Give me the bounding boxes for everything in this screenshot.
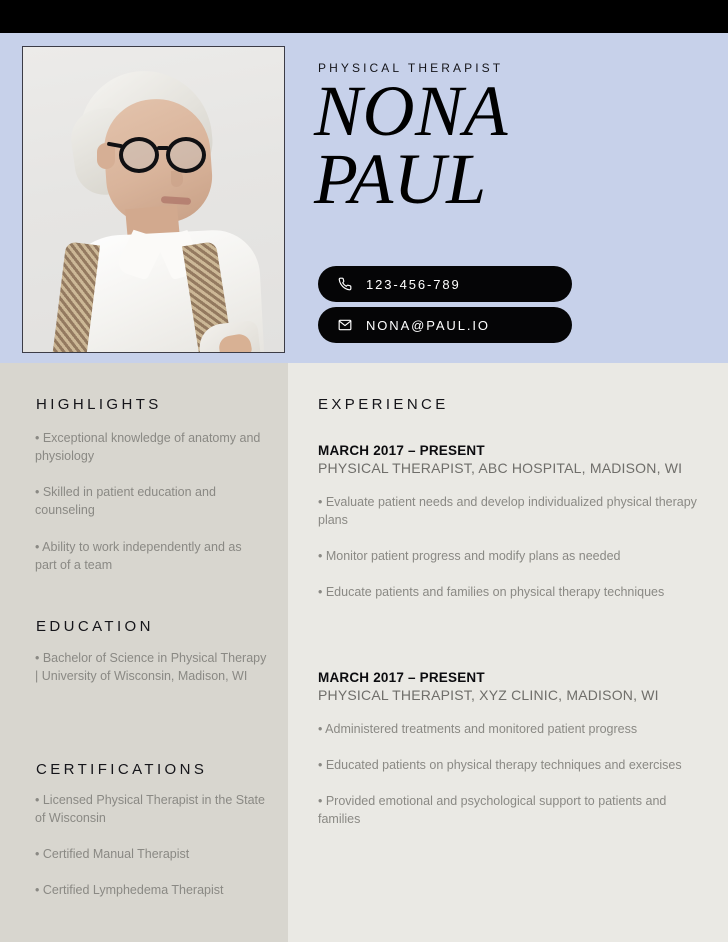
- photo-glasses-left-lens: [119, 137, 159, 173]
- list-item: • Provided emotional and psychological support to patients and families: [318, 794, 667, 827]
- photo-glasses-right-lens: [166, 137, 206, 173]
- phone-number: 123-456-789: [366, 276, 461, 292]
- contact-phone-button[interactable]: [318, 266, 572, 302]
- photo-glasses-bridge: [157, 146, 169, 150]
- photo-nose: [171, 171, 183, 187]
- photo-ear: [97, 143, 115, 169]
- list-item: • Educated patients on physical therapy techniques and exercises: [318, 758, 682, 773]
- job-title: PHYSICAL THERAPIST, ABC HOSPITAL, MADISON, WI: [318, 460, 683, 476]
- job-title: PHYSICAL THERAPIST, XYZ CLINIC, MADISON, WI: [318, 687, 659, 703]
- list-item: • Certified Lymphedema Therapist: [35, 883, 224, 898]
- job-date: MARCH 2017 – PRESENT: [318, 443, 485, 458]
- experience-entry: [318, 670, 708, 829]
- section-heading-experience: EXPERIENCE: [318, 396, 449, 413]
- experience-entry: [318, 443, 708, 602]
- profile-photo-frame: [22, 46, 285, 353]
- job-responsibilities: [318, 493, 708, 602]
- list-item: • Exceptional knowledge of anatomy and physiology: [35, 431, 261, 464]
- list-item: • Licensed Physical Therapist in the State of Wisconsin: [35, 793, 265, 826]
- section-heading-education: EDUCATION: [36, 618, 154, 635]
- sidebar: [0, 363, 288, 942]
- list-item: • Bachelor of Science in Physical Therapy | University of Wisconsin, Madison, WI: [35, 651, 267, 684]
- contact-email-button[interactable]: [318, 307, 572, 343]
- list-item: • Educate patients and families on physical therapy techniques: [318, 585, 665, 600]
- first-name: NONA: [314, 71, 509, 151]
- profile-photo: [23, 47, 284, 352]
- highlights-list: [35, 429, 265, 574]
- page-title: [314, 71, 714, 219]
- job-role-label: PHYSICAL THERAPIST: [318, 61, 504, 75]
- section-heading-highlights: HIGHLIGHTS: [36, 396, 162, 413]
- envelope-icon: [338, 318, 352, 332]
- main-column: [288, 363, 728, 942]
- certifications-list: [35, 791, 275, 900]
- list-item: • Ability to work independently and as part of a team: [35, 539, 242, 572]
- last-name: PAUL: [314, 138, 487, 219]
- list-item: • Monitor patient progress and modify plans as needed: [318, 549, 621, 564]
- list-item: • Evaluate patient needs and develop individualized physical therapy plans: [318, 495, 697, 528]
- list-item: • Administered treatments and monitored patient progress: [318, 722, 638, 736]
- list-item: • Skilled in patient education and counseling: [35, 485, 216, 518]
- email-address: NONA@PAUL.IO: [366, 317, 490, 333]
- phone-icon: [338, 277, 352, 291]
- section-heading-certifications: CERTIFICATIONS: [36, 761, 208, 778]
- top-black-bar: [0, 0, 728, 33]
- list-item: • Certified Manual Therapist: [35, 847, 190, 862]
- education-list: [35, 649, 267, 685]
- job-responsibilities: [318, 720, 708, 829]
- job-date: MARCH 2017 – PRESENT: [318, 670, 485, 685]
